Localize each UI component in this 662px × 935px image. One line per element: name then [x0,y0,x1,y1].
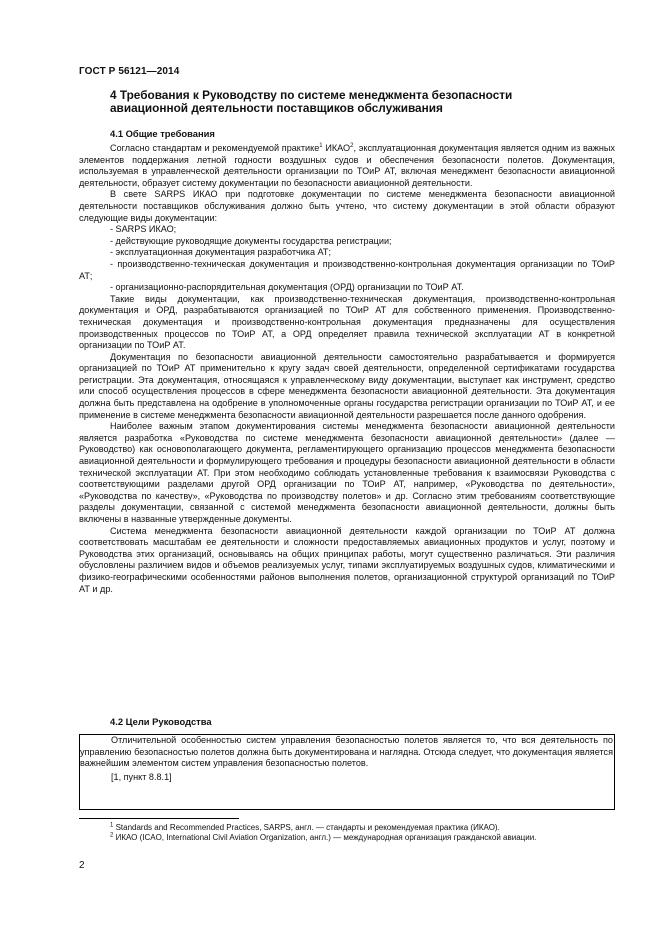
quote-paragraph: Отличительной особенностью систем управления безопасностью полетов является то, что вся деятельность по управлению безопасностью полетов должна быть документирована и наглядна. Отсюда следует, что документация является важнейшим элементом систем управления безопасностью полетов. [80,735,613,769]
paragraph-3: Такие виды документации, как производственно-техническая документация, производственно-контрольная документация и ОРД, разрабатываются организацией по ТОиР АТ для собственного применения. Производственно-техническая документация и производственно-контрольная документация предназначены для осуществления производственных процессов по ТОиР АТ, а ОРД определяет правила технической эксплуатации АТ в конкретной организации по ТОиР АТ. [79,293,615,351]
footnotes [79,823,615,843]
paragraph-6: Система менеджмента безопасности авиационной деятельности каждой организации по ТОиР АТ должна соответствовать масштабам ее деятельности и сложности предоставляемых авиационных продуктов и услуг, поэтому и Руководства этих организаций, основываясь на общих принципах работы, могут существенно различаться. Эти различия обусловлены различием видов и объемов реализуемых услуг, типами эксплуатируемых воздушных судов, климатическими и физико-географическими особенностями районов выполнения полетов, организационной структурой организаций по ТОиР АТ и др. [79,525,615,594]
footnote-1 [79,823,615,833]
paragraph-1-part-a: Согласно стандартам и рекомендуемой практике [110,143,320,153]
subsection-title-4-2: 4.2 Цели Руководства [110,716,212,727]
quote-box [79,734,615,810]
footnote-ref-1[interactable]: 1 [319,142,323,149]
list-item: - действующие руководящие документы государства регистрации; [110,235,392,246]
footnote-text: Standards and Recommended Practices, SARPS, англ. — стандарты и рекомендуемая практика (ИКАО). [113,823,500,832]
paragraph-1-part-b: ИКАО [322,143,351,153]
footnote-mark: 1 [110,822,114,829]
paragraph-4: Документация по безопасности авиационной деятельности самостоятельно разрабатывается и формируется организацией по ТОиР АТ применительно к кругу задач своей деятельности, определенной сертификатами государства регистрации. Эта документация, относящаяся к управленческому виду документации, выступает как инструмент, средство или способ осуществления процессов в сфере менеджмента безопасности авиационной деятельности. Эта документация должна быть представлена на одобрение в уполномоченные органы государства регистрации организации по ТОиР АТ, и ее применение в системе менеджмента безопасности авиационной деятельности разрешается после данного одобрения. [79,351,615,420]
section-title: 4 Требования к Руководству по системе менеджмента безопасности авиационной деятельности поставщиков обслуживания [110,88,513,115]
footnote-text: ИКАО (ICAO, International Civil Aviation Organization, англ.) — международная организация гражданской авиации. [113,833,537,843]
quote-citation: [1, пункт 8.8.1] [111,771,172,782]
page-number: 2 [79,860,85,871]
paragraph-5: Наиболее важным этапом документирования системы менеджмента безопасности авиационной деятельности является разработка «Руководства по системе менеджмента безопасности авиационной деятельности» (далее — Руководство) как основополагающего документа, регламентирующего организацию процессов менеджмента безопасности авиационной деятельности и формулирующего требования и процедуры безопасности авиационной деятельности в области технической эксплуатации АТ. При этом необходимо соблюдать установленные требования к взаимосвязи Руководства с соответствующими разделами другой ОРД организации по ТОиР АТ, например, «Руководства по деятельности», «Руководства по качеству», «Руководства по производству полетов» и др. Согласно этим требованиям соответствующие разделы документации, связанной с системой менеджмента безопасности авиационной деятельности, должны быть включены в названные утвержденные документы. [79,421,615,524]
paragraph-1 [79,143,615,189]
paragraph-1-part-c: , эксплуатационная документация является одним из важных элементов поддержания летной годности воздушных судов и обеспечения безопасности полетов. Документация, используемая в управленческой деятельности организации по ТОиР АТ, включая менеджмент безопасности авиационной деятельности, образует систему документации по безопасности авиационной деятельности. [79,143,615,188]
subsection-title-4-1: 4.1 Общие требования [110,128,215,139]
footnote-2 [79,833,615,843]
footnote-ref-2[interactable]: 2 [350,142,354,149]
list-item: - организационно-распорядительная документация (ОРД) организации по ТОиР АТ. [110,282,464,293]
quote-text [80,735,613,783]
paragraph-2: В свете SARPS ИКАО при подготовке документации по системе менеджмента безопасности авиационной деятельности поставщиков обслуживания должно быть учтено, что систему документации в этой области образуют следующие виды документации: [79,189,615,223]
footnote-divider [79,818,239,819]
list-item: - производственно-техническая документация и производственно-контрольная документация организации по ТОиР АТ; [79,258,615,281]
section-body [79,143,615,595]
standard-header: ГОСТ Р 56121—2014 [79,66,180,77]
list-item: - SARPS ИКАО; [110,224,177,235]
list-item: - эксплуатационная документация разработчика АТ; [110,247,331,258]
footnote-mark: 2 [110,832,114,839]
